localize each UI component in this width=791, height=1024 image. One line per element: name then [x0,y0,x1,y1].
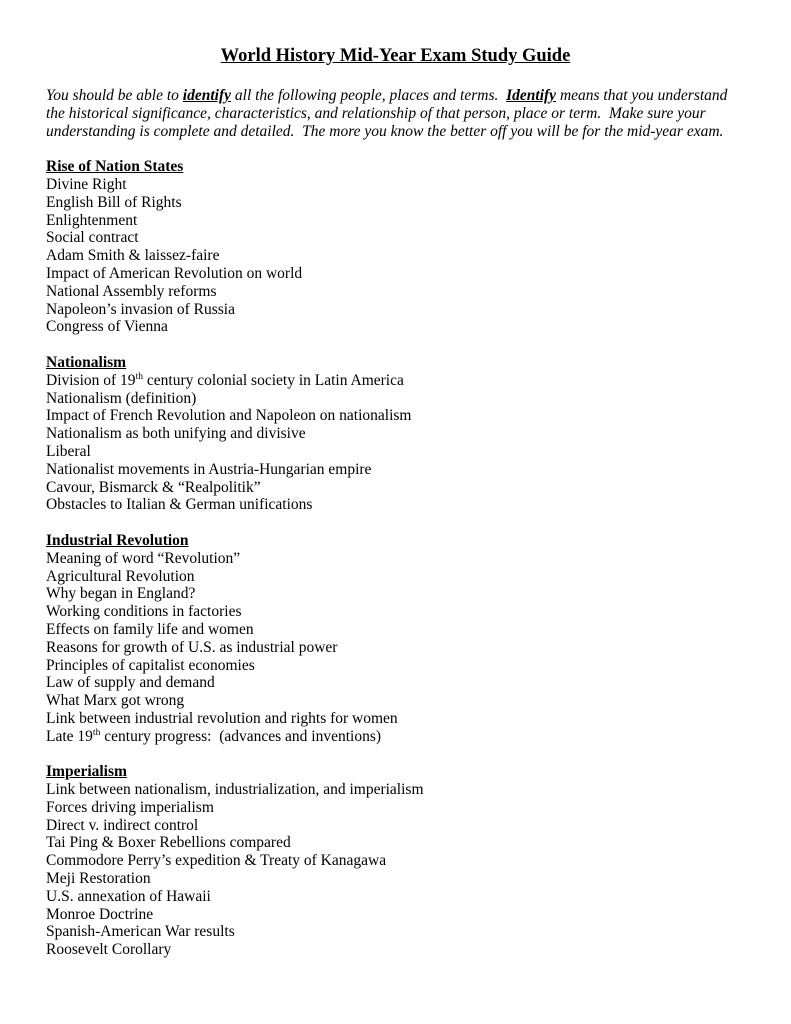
emphasis-identify-2: Identify [506,87,557,104]
study-term: English Bill of Rights [46,193,182,211]
study-term: Reasons for growth of U.S. as industrial power [46,638,338,656]
study-term: Principles of capitalist economies [46,656,255,674]
study-term: Late 19th century progress: (advances and inventions) [46,726,382,745]
study-term: Social contract [46,229,139,247]
study-term: Forces driving imperialism [46,798,214,816]
study-term: Tai Ping & Boxer Rebellions compared [46,834,291,852]
study-section [46,763,745,959]
study-term: Impact of French Revolution and Napoleon on nationalism [46,407,412,425]
study-term: Liberal [46,442,91,460]
study-term: Enlightenment [46,211,138,229]
study-term: National Assembly reforms [46,282,217,300]
intro-text-2: all the following people, places and terms. [231,87,507,104]
study-term: Division of 19th century colonial society in Latin America [46,370,404,389]
study-term: Link between nationalism, industrialization, and imperialism [46,781,424,799]
section-header: Industrial Revolution [46,531,189,549]
study-section [46,354,745,514]
study-term: Congress of Vienna [46,318,168,336]
study-term: Why began in England? [46,585,196,603]
study-term: Direct v. indirect control [46,816,199,834]
study-term: Nationalist movements in Austria-Hungarian empire [46,460,372,478]
section-header: Nationalism [46,353,127,371]
sections [46,158,745,959]
section-items [46,550,745,746]
study-term: Roosevelt Corollary [46,941,172,959]
study-term: Meaning of word “Revolution” [46,549,241,567]
study-term: Law of supply and demand [46,674,215,692]
study-term: Napoleon’s invasion of Russia [46,300,235,318]
study-term: Link between industrial revolution and rights for women [46,709,398,727]
study-term: Adam Smith & laissez-faire [46,247,220,265]
page-title: World History Mid-Year Exam Study Guide [220,46,571,66]
study-term: Spanish-American War results [46,923,235,941]
emphasis-identify-1: identify [182,87,232,104]
study-term: Working conditions in factories [46,603,242,621]
study-term: Monroe Doctrine [46,905,154,923]
intro-text-1: You should be able to [46,87,183,104]
study-term: Nationalism as both unifying and divisive [46,425,306,443]
study-term: Effects on family life and women [46,620,254,638]
study-term: Obstacles to Italian & German unifications [46,496,313,514]
study-term: What Marx got wrong [46,692,185,710]
study-term: Meji Restoration [46,870,151,888]
study-section [46,532,745,746]
section-header: Rise of Nation States [46,158,184,176]
study-term: Cavour, Bismarck & “Realpolitik” [46,478,261,496]
study-term: Nationalism (definition) [46,389,197,407]
study-term: Impact of American Revolution on world [46,264,303,282]
study-section [46,158,745,336]
study-term: Agricultural Revolution [46,567,195,585]
section-header: Imperialism [46,763,127,781]
intro-text-3: means that you understand the historical significance, characteristics, and relationship of that person, place or term. Make sure your understanding is complete and detailed. The more you know the better off you will be for the mid-year exam. [46,87,732,140]
section-items [46,372,745,514]
section-items [46,781,745,959]
study-term: U.S. annexation of Hawaii [46,887,211,905]
study-term: Divine Right [46,175,127,193]
section-items [46,176,745,336]
intro-paragraph [46,87,745,140]
study-term: Commodore Perry’s expedition & Treaty of Kanagawa [46,852,387,870]
